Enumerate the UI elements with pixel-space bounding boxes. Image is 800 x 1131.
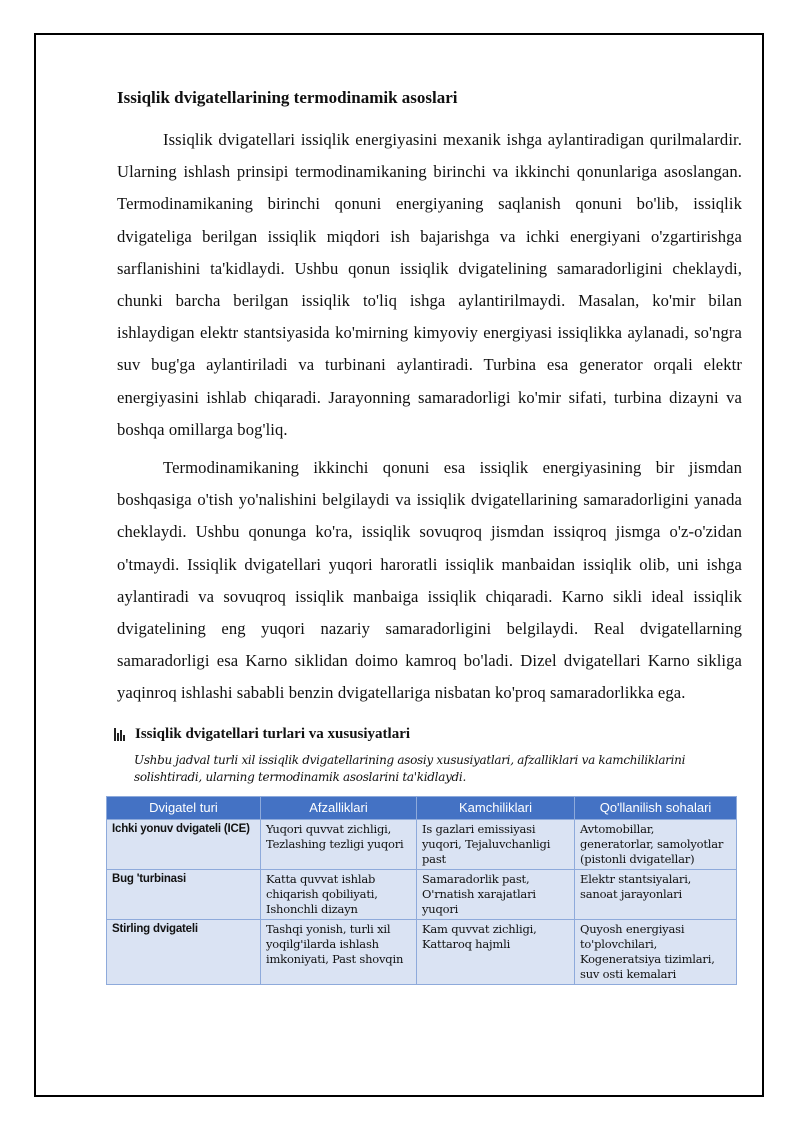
table-cell: Yuqori quvvat zichligi, Tezlashing tezligi yuqori (261, 819, 417, 869)
table-cell: Samaradorlik past, O'rnatish xarajatlari yuqori (417, 869, 575, 919)
table-cell: Avtomobillar, generatorlar, samolyotlar (pistonli dvigatellar) (575, 819, 737, 869)
paragraph-1: Issiqlik dvigatellari issiqlik energiyasini mexanik ishga aylantiradigan qurilmalardir. Ularning ishlash prinsipi termodinamikaning birinchi va ikkinchi qonunlariga asoslangan. Termodinamikaning birinchi qonuni energiyaning saqlanish qonuni bo'lib, issiqlik dvigateliga berilgan issiqlik miqdori ish bajarishga va ichki energiyani o'zgartirishga sarflanishini ta'kidlaydi. Ushbu qonun issiqlik dvigatelining samaradorligini cheklaydi, chunki barcha berilgan issiqlik to'liq ishga aylantirilmaydi. Masalan, ko'mir bilan ishlaydigan elektr stantsiyasida ko'mirning kimyoviy energiyasi issiqlikka aylanadi, so'ngra suv bug'ga aylantiriladi va turbinani aylantiradi. Turbina esa generator orqali elektr energiyasini ishlab chiqaradi. Jarayonning samaradorligi ko'mir sifati, turbina dizayni va boshqa omillarga bog'liq. (117, 130, 742, 439)
table-cell: Tashqi yonish, turli xil yoqilg'ilarda ishlash imkoniyati, Past shovqin (261, 919, 417, 984)
table-header: Afzalliklari (261, 796, 417, 819)
table-cell: Ichki yonuv dvigateli (ICE) (107, 819, 261, 869)
table-row (107, 919, 737, 984)
table-header: Qo'llanilish sohalari (575, 796, 737, 819)
paragraph-2: Termodinamikaning ikkinchi qonuni esa issiqlik energiyasining bir jismdan boshqasiga o'tish yo'nalishini belgilaydi va issiqlik dvigatellarining samaradorligini yanada cheklaydi. Ushbu qonunga ko'ra, issiqlik sovuqroq jismdan issiqroq jismga o'z-o'zidan o'tmaydi. Issiqlik dvigatellari yuqori haroratli issiqlik manbaidan issiqlik olib, uni ishga aylantiradi va sovuqroq issiqlik manbaiga issiqlik chiqaradi. Karno sikli ideal issiqlik dvigatelining eng yuqori nazariy samaradorligini belgilaydi. Real dvigatellarning samaradorligi esa Karno siklidan doimo kamroq bo'ladi. Dizel dvigatellari Karno sikliga yaqinroq ishlashi sababli benzin dvigatellariga nisbatan ko'proq samaradorlikka ega. (117, 458, 742, 703)
table-header-row (107, 796, 737, 819)
document-body (112, 86, 742, 985)
table-cell: Elektr stantsiyalari, sanoat jarayonlari (575, 869, 737, 919)
table-header: Dvigatel turi (107, 796, 261, 819)
table-cell: Katta quvvat ishlab chiqarish qobiliyati, Ishonchli dizayn (261, 869, 417, 919)
table-row (107, 869, 737, 919)
table-cell: Quyosh energiyasi to'plovchilari, Kogeneratsiya tizimlari, suv osti kemalari (575, 919, 737, 984)
table-cell: Stirling dvigateli (107, 919, 261, 984)
table-row (107, 819, 737, 869)
comparison-table (106, 796, 737, 985)
table-cell: Bug 'turbinasi (107, 869, 261, 919)
section-heading (117, 724, 742, 744)
section-heading-text: Issiqlik dvigatellari turlari va xususiyatlari (135, 725, 411, 742)
bar-chart-icon (114, 727, 127, 741)
document-title: Issiqlik dvigatellarining termodinamik asoslari (117, 88, 458, 107)
table-cell: Is gazlari emissiyasi yuqori, Tejaluvchanligi past (417, 819, 575, 869)
table-caption: Ushbu jadval turli xil issiqlik dvigatellarining asosiy xususiyatlari, afzalliklari va kamchiliklarini solishtiradi, ularning termodinamik asoslarini ta'kidlaydi. (134, 752, 686, 784)
table-cell: Kam quvvat zichligi, Kattaroq hajmli (417, 919, 575, 984)
table-header: Kamchiliklari (417, 796, 575, 819)
